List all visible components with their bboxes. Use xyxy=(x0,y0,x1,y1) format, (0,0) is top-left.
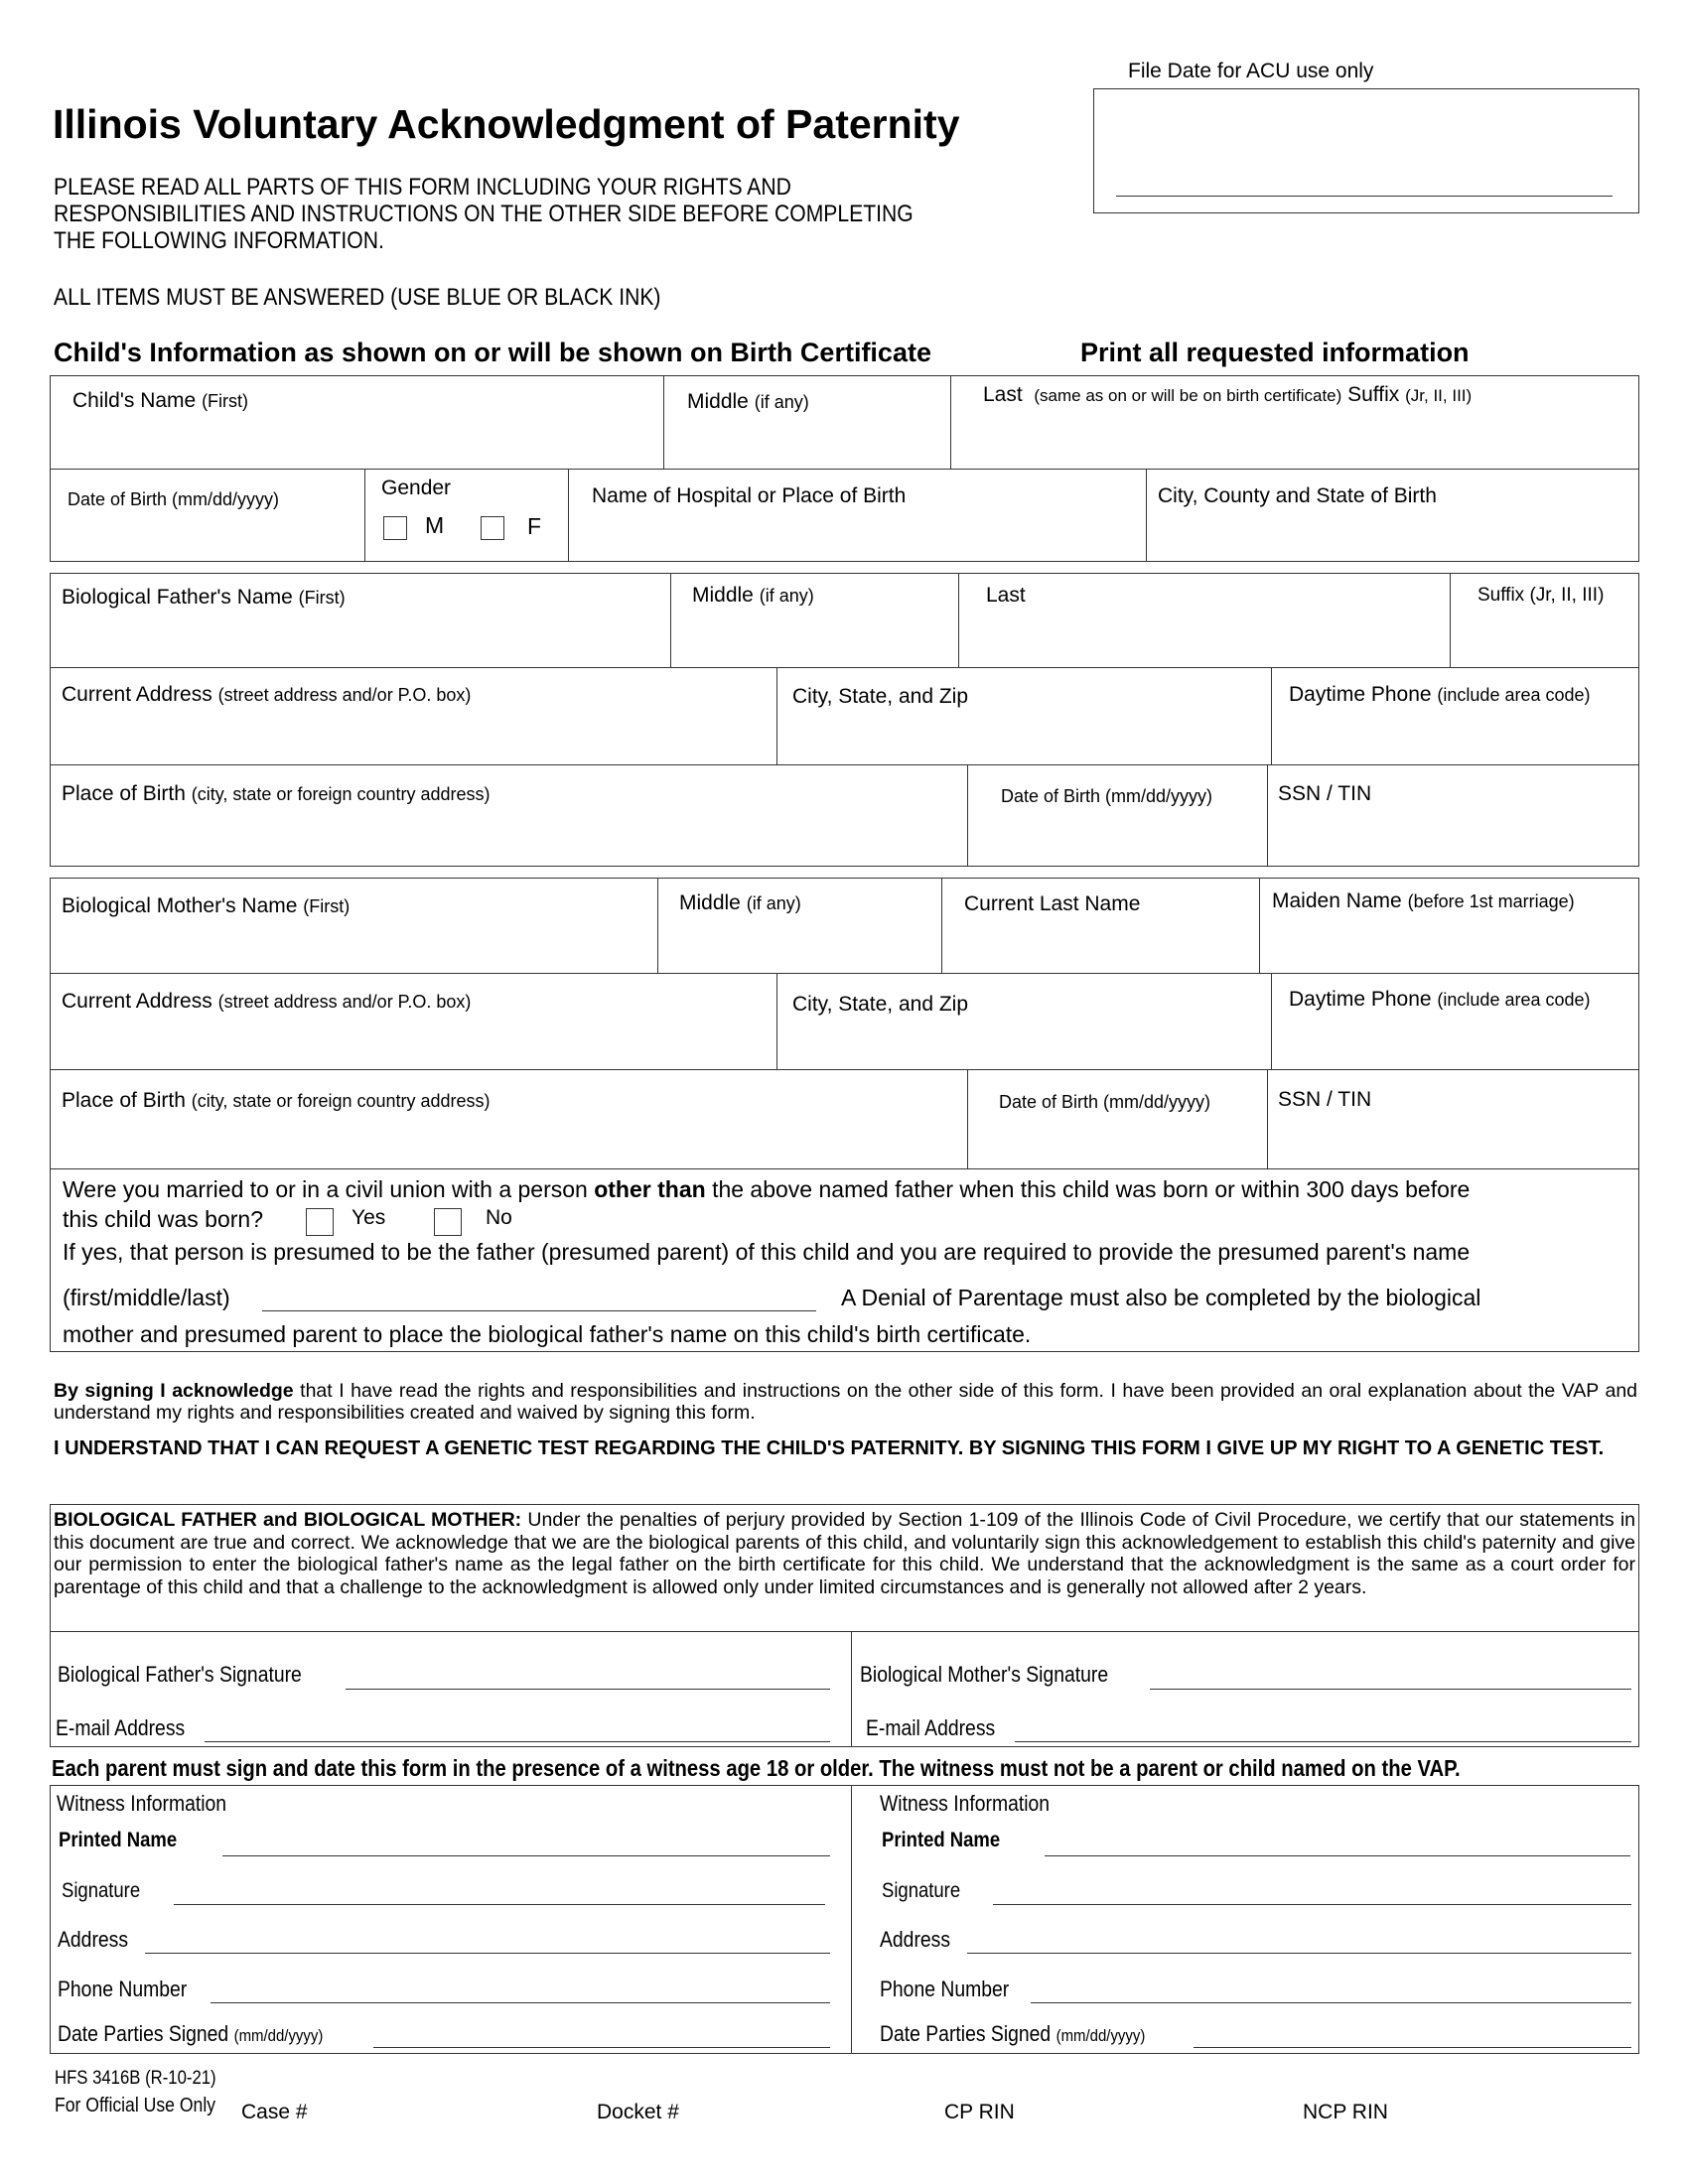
father-city-field[interactable]: City, State, and Zip xyxy=(792,685,969,708)
witness-heading: Witness Information xyxy=(57,1791,227,1816)
divider xyxy=(1267,1069,1268,1168)
certification-text: Under the penalties of perjury provided by Section 1-109 of the Illinois Code of Civil Procedure, we certify that our statements in this document are true and correct. We acknowledge that we are the biological parents of this child, and voluntarily sign this acknowledgement to establish this child's paternity and give our permission to enter the biological father's name as the legal father on the birth certificate for this child. We understand that the acknowledgment is the same as a court order for parentage of this child and that a challenge to the acknowledgment is allowed only under limited circumstances and is generally not allowed after 2 years. xyxy=(54,1509,1636,1598)
instruction-line: RESPONSIBILITIES AND INSTRUCTIONS ON THE OTHER SIDE BEFORE COMPLETING xyxy=(54,201,914,227)
divider xyxy=(50,764,1639,765)
mother-maiden-field[interactable] xyxy=(1272,889,1575,913)
divider xyxy=(851,1785,852,2054)
divider xyxy=(1271,667,1272,764)
witness-signature-input[interactable] xyxy=(174,1904,825,1905)
father-dob-field[interactable]: Date of Birth (mm/dd/yyyy) xyxy=(1001,786,1213,806)
father-section xyxy=(50,573,1639,867)
field-label: Daytime Phone xyxy=(1289,988,1432,1011)
field-hint: (city, state or foreign country address) xyxy=(191,1091,491,1111)
presumed-name-label: (first/middle/last) xyxy=(63,1285,230,1310)
married-question-line2: this child was born? xyxy=(63,1206,263,1232)
field-label: Middle xyxy=(692,584,754,607)
divider xyxy=(568,469,569,562)
certification-paragraph xyxy=(54,1509,1635,1598)
field-hint: (city, state or foreign country address) xyxy=(191,784,491,804)
father-phone-field[interactable] xyxy=(1289,683,1591,707)
witness-printed-name-label: Printed Name xyxy=(59,1829,178,1851)
field-hint: (if any) xyxy=(759,586,814,606)
divider xyxy=(50,973,1639,974)
ack-paragraph xyxy=(54,1380,1637,1424)
divider xyxy=(967,1069,968,1168)
field-label: Current Address xyxy=(62,683,212,706)
married-question xyxy=(63,1176,1470,1203)
mother-city-field[interactable]: City, State, and Zip xyxy=(792,993,969,1016)
divider xyxy=(1259,878,1260,973)
child-hospital-field[interactable]: Name of Hospital or Place of Birth xyxy=(592,484,907,507)
field-hint: (First) xyxy=(303,896,351,916)
father-middle-field[interactable] xyxy=(692,584,814,608)
field-label: Date Parties Signed xyxy=(880,2021,1052,2046)
married-yes-checkbox[interactable] xyxy=(306,1208,334,1236)
field-hint: (if any) xyxy=(754,392,809,412)
child-middle-field[interactable] xyxy=(687,390,809,414)
field-label: Current Address xyxy=(62,990,212,1013)
field-label: Place of Birth xyxy=(62,1089,186,1112)
question-text: the above named father when this child was born or within 300 days before xyxy=(712,1176,1471,1202)
witness-printed-name-input[interactable] xyxy=(222,1855,830,1856)
docket-number-field[interactable]: Docket # xyxy=(597,2101,679,2123)
field-hint: (before 1st marriage) xyxy=(1407,891,1575,911)
official-use-label: For Official Use Only xyxy=(55,2095,216,2116)
divider xyxy=(967,764,968,867)
field-label: Biological Father's Name xyxy=(62,586,293,609)
divider xyxy=(663,375,664,469)
witness-date-label xyxy=(58,2021,323,2047)
father-last-field[interactable]: Last xyxy=(986,584,1026,607)
divider xyxy=(958,573,959,667)
father-email-label: E-mail Address xyxy=(56,1715,186,1740)
divider xyxy=(50,1631,1639,1632)
divider xyxy=(50,667,1639,668)
cp-rin-field[interactable]: CP RIN xyxy=(944,2101,1015,2123)
field-hint: (First) xyxy=(298,588,346,608)
field-label: Suffix xyxy=(1347,383,1400,406)
instruction-line: PLEASE READ ALL PARTS OF THIS FORM INCLUDING YOUR RIGHTS AND xyxy=(54,174,791,201)
father-signature-label: Biological Father's Signature xyxy=(58,1662,302,1687)
divider xyxy=(670,573,671,667)
divider xyxy=(851,1631,852,1747)
field-hint: (mm/dd/yyyy) xyxy=(233,2026,324,2045)
file-date-label: File Date for ACU use only xyxy=(1128,60,1374,82)
witness-heading: Witness Information xyxy=(880,1791,1051,1816)
field-hint: (include area code) xyxy=(1437,990,1591,1010)
mother-address-field[interactable] xyxy=(62,990,471,1014)
gender-m-label: M xyxy=(425,512,445,538)
field-hint: (Jr, II, III) xyxy=(1405,386,1473,405)
father-address-field[interactable] xyxy=(62,683,471,707)
question-emphasis: other than xyxy=(594,1176,706,1202)
ack-emphasis: By signing I acknowledge xyxy=(54,1380,294,1402)
case-number-field[interactable]: Case # xyxy=(241,2101,308,2123)
field-label: Daytime Phone xyxy=(1289,683,1432,706)
married-no-label: No xyxy=(486,1206,512,1229)
witness-printed-name-input[interactable] xyxy=(1045,1855,1630,1856)
married-no-checkbox[interactable] xyxy=(434,1208,462,1236)
divider xyxy=(776,973,777,1069)
presumed-name-input[interactable] xyxy=(262,1310,816,1311)
mother-middle-field[interactable] xyxy=(679,891,801,915)
instruction-line: THE FOLLOWING INFORMATION. xyxy=(54,227,384,254)
divider xyxy=(950,375,951,469)
field-label: Date Parties Signed xyxy=(58,2021,229,2046)
presumed-parent-text: If yes, that person is presumed to be the father (presumed parent) of this child and you are required to provide the presumed parent's name xyxy=(63,1239,1471,1265)
witness-phone-input[interactable] xyxy=(1031,2002,1631,2003)
witness-phone-label: Phone Number xyxy=(58,1977,188,2001)
form-id: HFS 3416B (R-10-21) xyxy=(55,2068,216,2089)
mother-phone-field[interactable] xyxy=(1289,988,1591,1012)
print-heading: Print all requested information xyxy=(1080,338,1470,367)
denial-text: A Denial of Parentage must also be completed by the biological xyxy=(841,1285,1481,1310)
father-ssn-field[interactable]: SSN / TIN xyxy=(1278,782,1372,805)
child-heading: Child's Information as shown on or will be shown on Birth Certificate xyxy=(54,338,931,367)
father-suffix-field[interactable]: Suffix (Jr, II, III) xyxy=(1477,585,1605,606)
witness-date-input[interactable] xyxy=(373,2047,830,2048)
mother-dob-field[interactable]: Date of Birth (mm/dd/yyyy) xyxy=(999,1092,1211,1112)
field-label: Middle xyxy=(679,891,741,914)
child-first-name-field[interactable] xyxy=(72,389,248,413)
question-text: Were you married to or in a civil union with a person xyxy=(63,1176,588,1202)
mother-pob-field[interactable] xyxy=(62,1089,491,1113)
witness-address-label: Address xyxy=(880,1927,951,1952)
divider xyxy=(50,469,1639,470)
witness-phone-label: Phone Number xyxy=(880,1977,1010,2001)
all-items-notice: ALL ITEMS MUST BE ANSWERED (USE BLUE OR BLACK INK) xyxy=(54,284,661,311)
witness-date-input[interactable] xyxy=(1194,2047,1631,2048)
divider xyxy=(364,469,365,562)
witness-signature-label: Signature xyxy=(62,1879,141,1902)
divider xyxy=(1146,469,1147,562)
divider xyxy=(50,1069,1639,1070)
mother-name-field[interactable] xyxy=(62,894,350,918)
field-hint: (same as on or will be on birth certificate) xyxy=(1034,386,1342,405)
mother-section xyxy=(50,878,1639,1352)
child-city-county-field[interactable]: City, County and State of Birth xyxy=(1158,484,1437,507)
witness-notice: Each parent must sign and date this form in the presence of a witness age 18 or older. The witness must not be a parent or child named on the VAP. xyxy=(52,1755,1461,1781)
field-label: Place of Birth xyxy=(62,782,186,805)
mother-signature-label: Biological Mother's Signature xyxy=(860,1662,1109,1687)
genetic-test-notice: I UNDERSTAND THAT I CAN REQUEST A GENETIC TEST REGARDING THE CHILD'S PATERNITY. BY SIGNING THIS FORM I GIVE UP MY RIGHT TO A GENETIC TEST. xyxy=(54,1437,1605,1459)
mother-email-label: E-mail Address xyxy=(866,1715,996,1740)
field-label: Last xyxy=(983,383,1023,406)
mother-current-last-field[interactable]: Current Last Name xyxy=(964,892,1141,915)
child-dob-field[interactable]: Date of Birth (mm/dd/yyyy) xyxy=(68,489,280,509)
witness-printed-name-label: Printed Name xyxy=(882,1829,1001,1851)
mother-ssn-field[interactable]: SSN / TIN xyxy=(1278,1088,1372,1111)
witness-section xyxy=(50,1785,1639,2054)
ack-text: that I have read the rights and responsibilities and instructions on the other side of this form. I have been provided an oral explanation about the VAP and understand my rights and responsibilities created and waived by signing this form. xyxy=(54,1380,1638,1424)
mother-signature-input[interactable] xyxy=(1150,1689,1631,1690)
mother-email-input[interactable] xyxy=(1015,1741,1631,1742)
witness-signature-label: Signature xyxy=(882,1879,961,1902)
father-pob-field[interactable] xyxy=(62,782,491,806)
field-label: Child's Name xyxy=(72,389,197,412)
divider xyxy=(1267,764,1268,867)
divider xyxy=(776,667,777,764)
gender-m-checkbox[interactable] xyxy=(383,516,407,540)
divider xyxy=(657,878,658,973)
gender-f-checkbox[interactable] xyxy=(481,516,504,540)
file-date-line xyxy=(1116,196,1613,197)
field-hint: (First) xyxy=(202,391,249,411)
page-title: Illinois Voluntary Acknowledgment of Paternity xyxy=(53,101,960,147)
field-label: Middle xyxy=(687,390,749,413)
father-signature-input[interactable] xyxy=(346,1689,830,1690)
father-name-field[interactable] xyxy=(62,586,346,610)
gender-f-label: F xyxy=(527,513,542,539)
gender-label: Gender xyxy=(381,477,452,499)
ncp-rin-field[interactable]: NCP RIN xyxy=(1303,2101,1388,2123)
field-hint: (if any) xyxy=(746,893,801,913)
field-hint: (street address and/or P.O. box) xyxy=(217,685,472,705)
witness-address-input[interactable] xyxy=(145,1953,830,1954)
divider xyxy=(1271,973,1272,1069)
divider xyxy=(941,878,942,973)
witness-phone-input[interactable] xyxy=(211,2002,830,2003)
field-hint: (mm/dd/yyyy) xyxy=(1055,2026,1146,2045)
witness-date-label xyxy=(880,2021,1145,2047)
divider xyxy=(1450,573,1451,667)
father-email-input[interactable] xyxy=(205,1741,830,1742)
divider xyxy=(50,1168,1639,1169)
instructions xyxy=(54,174,1031,254)
field-label: Maiden Name xyxy=(1272,889,1402,912)
child-last-field[interactable] xyxy=(983,383,1472,407)
certification-emphasis: BIOLOGICAL FATHER and BIOLOGICAL MOTHER: xyxy=(54,1509,522,1531)
witness-address-input[interactable] xyxy=(967,1953,1631,1954)
denial-text-line2: mother and presumed parent to place the biological father's name on this child's birth certificate. xyxy=(63,1321,1032,1347)
married-yes-label: Yes xyxy=(352,1206,386,1229)
witness-address-label: Address xyxy=(58,1927,129,1952)
field-label: Biological Mother's Name xyxy=(62,894,298,917)
field-hint: (street address and/or P.O. box) xyxy=(217,992,472,1012)
field-hint: (include area code) xyxy=(1437,685,1591,705)
witness-signature-input[interactable] xyxy=(993,1904,1631,1905)
